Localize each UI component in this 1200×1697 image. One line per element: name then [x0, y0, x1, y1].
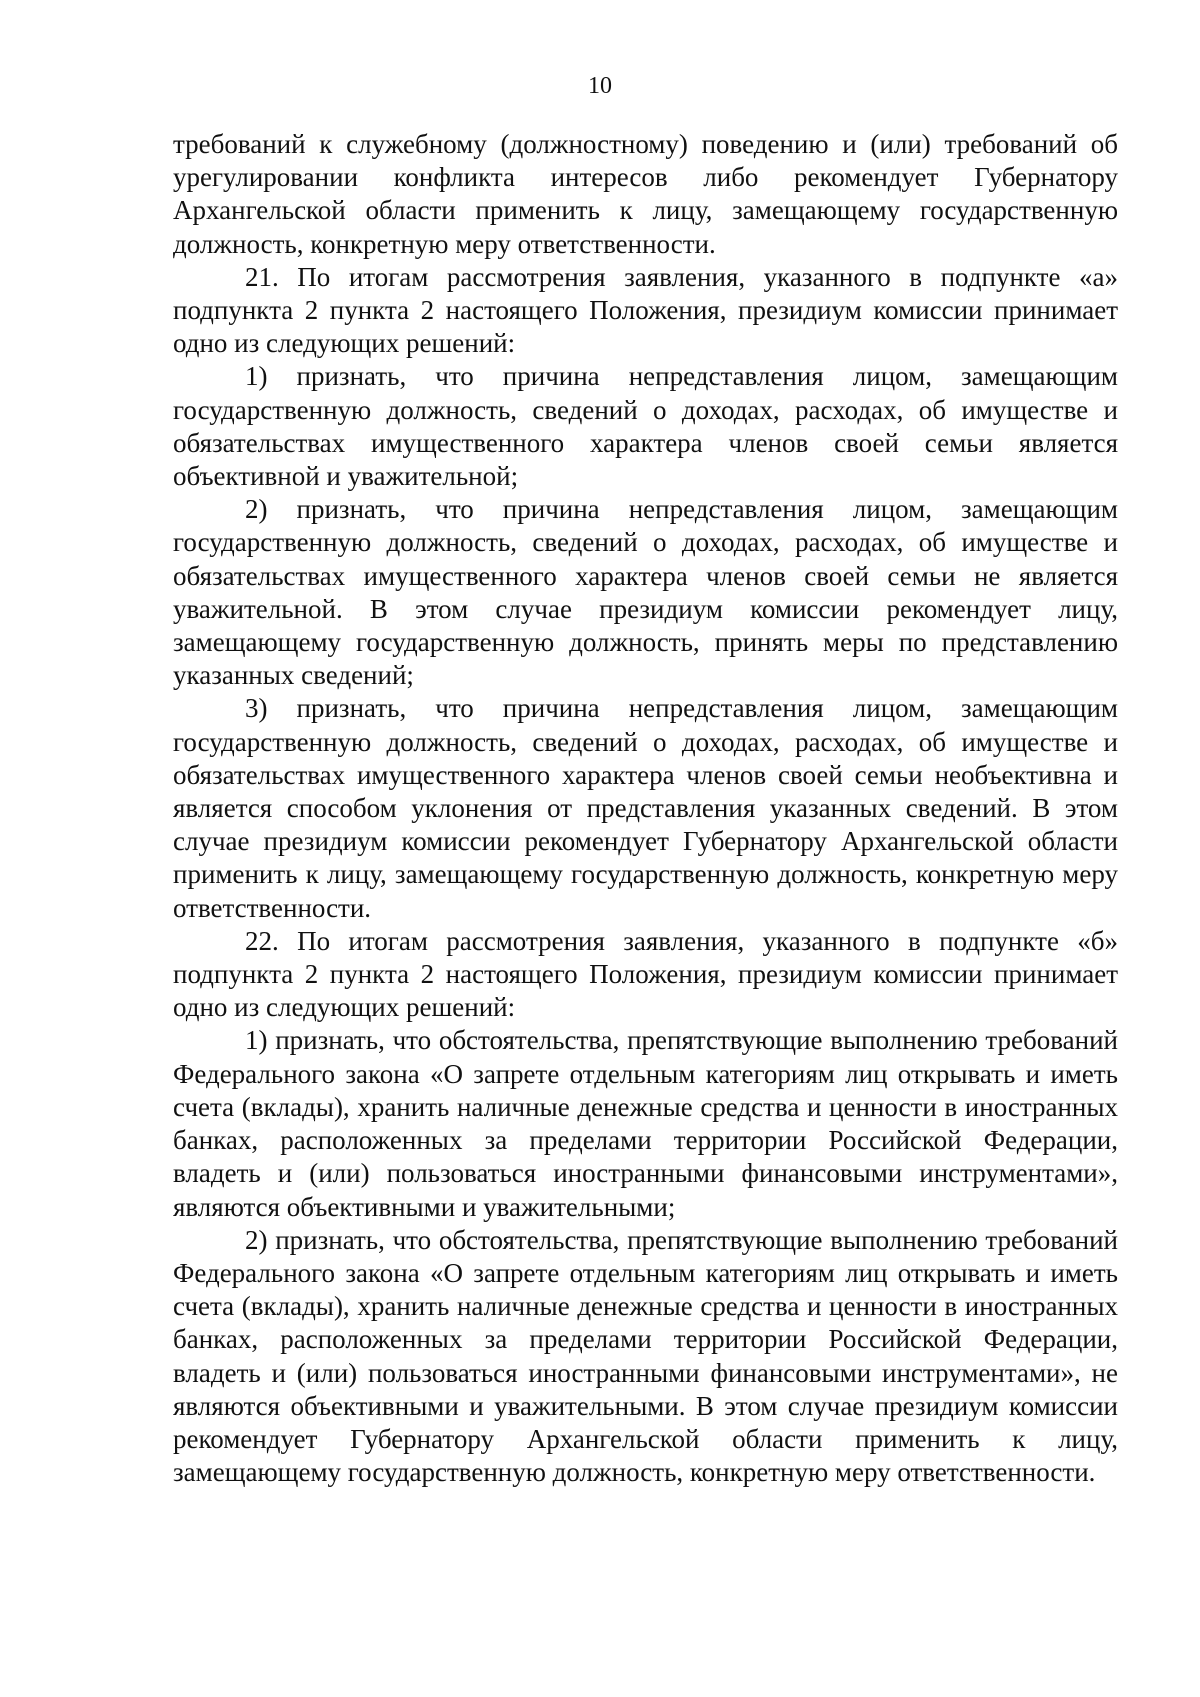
paragraph-22-subitem-2: 2) признать, что обстоятельства, препятствующие выполнению требований Федерального закона «О запрете отдельным категориям лиц открывать и иметь счета (вклады), хранить наличные денежные средства и ценности в иностранных банках, расположенных за пределами территории Российской Федерации, владеть и (или) пользоваться иностранными финансовыми инструментами», не являются объективными и уважительными. В этом случае президиум комиссии рекомендует Губернатору Архангельской области применить к лицу, замещающему государственную должность, конкретную меру ответственности.: [173, 1224, 1118, 1488]
paragraph-21-subitem-3: 3) признать, что причина непредставления лицом, замещающим государственную должность, сведений о доходах, расходах, об имуществе и обязательствах имущественного характера членов своей семьи необъективна и является способом уклонения от представления указанных сведений. В этом случае президиум комиссии рекомендует Губернатору Архангельской области применить к лицу, замещающему государственную должность, конкретную меру ответственности.: [173, 693, 1118, 923]
paragraph-21-subitem-2: 2) признать, что причина непредставления лицом, замещающим государственную должность, сведений о доходах, расходах, об имуществе и обязательствах имущественного характера членов своей семьи не является уважительной. В этом случае президиум комиссии рекомендует лицу, замещающему государственную должность, принять меры по представлению указанных сведений;: [173, 494, 1118, 691]
paragraph-21-subitem-1: 1) признать, что причина непредставления лицом, замещающим государственную должность, сведений о доходах, расходах, об имуществе и обязательствах имущественного характера членов своей семьи является объективной и уважительной;: [173, 361, 1118, 492]
page-number: 10: [588, 73, 612, 99]
paragraph-item-22: 22. По итогам рассмотрения заявления, указанного в подпункте «б» подпункта 2 пункта 2 настоящего Положения, президиум комиссии принимает одно из следующих решений:: [173, 925, 1118, 1023]
paragraph-22-subitem-1: 1) признать, что обстоятельства, препятствующие выполнению требований Федерального закона «О запрете отдельным категориям лиц открывать и иметь счета (вклады), хранить наличные денежные средства и ценности в иностранных банках, расположенных за пределами территории Российской Федерации, владеть и (или) пользоваться иностранными финансовыми инструментами», являются объективными и уважительными;: [173, 1025, 1118, 1222]
document-body: [173, 128, 1118, 1489]
paragraph-continuation: требований к служебному (должностному) поведению и (или) требований об урегулировании конфликта интересов либо рекомендует Губернатору Архангельской области применить к лицу, замещающему государственную должность, конкретную меру ответственности.: [173, 129, 1118, 259]
paragraph-item-21: 21. По итогам рассмотрения заявления, указанного в подпункте «а» подпункта 2 пункта 2 настоящего Положения, президиум комиссии принимает одно из следующих решений:: [173, 261, 1118, 359]
